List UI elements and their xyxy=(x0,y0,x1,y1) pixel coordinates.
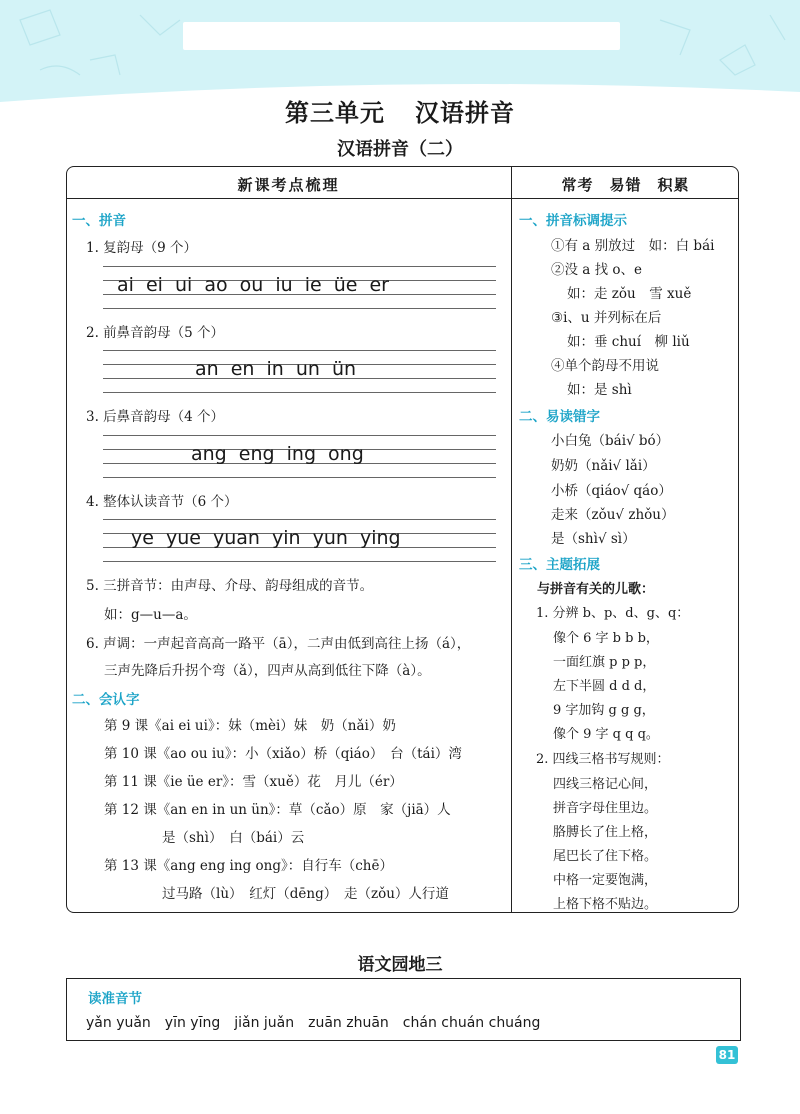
tone-tip: ③i、u 并列标在后 xyxy=(551,310,662,326)
rhyme-line: 拼音字母住里边。 xyxy=(553,801,658,816)
rhyme-line: 1. 分辨 b、p、d、g、q： xyxy=(536,606,690,621)
item-compound-finals: 1. 复韵母（9 个） xyxy=(86,240,198,256)
item-back-nasal: 3. 后鼻音韵母（4 个） xyxy=(86,409,225,425)
rhyme-line: 左下半圆 d d d， xyxy=(553,679,656,694)
item-tones-line2: 三声先降后升拐个弯（ǎ），四声从高到低往下降（à）。 xyxy=(104,663,431,679)
rhyme-line: 一面红旗 p p p， xyxy=(553,655,656,670)
tone-tip: ①有 a 别放过 如：白 bái xyxy=(551,238,715,254)
lesson-13: 第 13 课《ang eng ing ong》：自行车（chē） xyxy=(104,858,393,874)
unit-subject: 汉语拼音 xyxy=(415,99,515,127)
unit-title xyxy=(0,93,800,128)
misread-word: 是（shì√ sì） xyxy=(551,531,636,547)
section-title-theme: 三、主题拓展 xyxy=(519,557,600,573)
misread-word: 小白兔（bái√ bó） xyxy=(551,433,670,449)
section-title-pinyin: 一、拼音 xyxy=(72,213,126,229)
garden-title: 语文园地三 xyxy=(357,955,443,975)
lesson-12: 第 12 课《an en in un ün》：草（cǎo）原 家（jiā）人 xyxy=(104,802,451,818)
rhyme-line: 像个 6 字 b b b， xyxy=(553,631,659,646)
header-blank-box xyxy=(183,22,620,50)
lesson-10: 第 10 课《ao ou iu》：小（xiǎo）桥（qiáo） 台（tái）湾 xyxy=(104,746,462,762)
section-title-misread: 二、易读错字 xyxy=(519,409,600,425)
rhyme-line: 上格下格不贴边。 xyxy=(553,897,658,912)
pinyin-whole-syllables: ye yue yuan yin yun ying xyxy=(131,527,401,549)
rhyme-line: 像个 9 字 q q q。 xyxy=(553,727,659,742)
rhyme-line: 中格一定要饱满， xyxy=(553,873,658,888)
lesson-9: 第 9 课《ai ei ui》：妹（mèi）妹 奶（nǎi）奶 xyxy=(104,718,396,734)
garden-subtitle: 读准音节 xyxy=(88,991,142,1007)
item-whole-syllables: 4. 整体认读音节（6 个） xyxy=(86,494,238,510)
section-title-characters: 二、会认字 xyxy=(72,692,140,708)
item-front-nasal: 2. 前鼻音韵母（5 个） xyxy=(86,325,225,341)
item-three-part-syllable: 5. 三拼音节：由声母、介母、韵母组成的音节。 xyxy=(86,578,374,594)
pinyin-back-nasal: ang eng ing ong xyxy=(191,443,364,465)
pinyin-front-nasal: an en in un ün xyxy=(195,358,357,380)
rhyme-title: 与拼音有关的儿歌： xyxy=(537,582,655,597)
lesson-title: 汉语拼音（二） xyxy=(337,139,463,160)
misread-word: 奶奶（nǎi√ lǎi） xyxy=(551,458,656,474)
rhyme-line: 胳膊长了住上格， xyxy=(553,825,658,840)
lesson-13-cont: 过马路（lù） 红灯（dēng） 走（zǒu）人行道 xyxy=(162,886,449,902)
rhyme-line: 四线三格记心间， xyxy=(553,777,658,792)
left-column-heading: 新课考点梳理 xyxy=(237,176,340,194)
lesson-12-cont: 是（shì） 白（bái）云 xyxy=(162,830,305,846)
tone-tip-example: 如：走 zǒu 雪 xuě xyxy=(567,286,692,302)
tone-tip: ④单个韵母不用说 xyxy=(551,358,659,374)
rhyme-line: 9 字加钩 g g g， xyxy=(553,703,655,718)
header-divider xyxy=(66,198,739,199)
rhyme-line: 2. 四线三格书写规则： xyxy=(536,752,670,767)
lesson-11: 第 11 课《ie üe er》：雪（xuě）花 月儿（ér） xyxy=(104,774,403,790)
column-divider xyxy=(511,166,512,913)
tone-tip: ②没 a 找 o、e xyxy=(551,262,643,278)
item-tones-line1: 6. 声调：一声起音高高一路平（ā），二声由低到高往上扬（á）， xyxy=(86,636,471,652)
page-number: 81 xyxy=(716,1046,738,1064)
misread-word: 走来（zǒu√ zhǒu） xyxy=(551,507,675,523)
three-part-example: 如：g—u—a。 xyxy=(104,607,197,623)
garden-syllables: yǎn yuǎn yīn yīng jiǎn juǎn zuān zhuān chán chuán chuáng xyxy=(86,1015,541,1031)
rhyme-line: 尾巴长了住下格。 xyxy=(553,849,658,864)
section-title-tone-tips: 一、拼音标调提示 xyxy=(519,213,627,229)
tone-tip-example: 如：垂 chuí 柳 liǔ xyxy=(567,334,690,350)
right-column-heading: 常考 易错 积累 xyxy=(561,176,690,194)
misread-word: 小桥（qiáo√ qáo） xyxy=(551,483,672,499)
pinyin-compound-finals: ai ei ui ao ou iu ie üe er xyxy=(117,274,389,296)
tone-tip-example: 如：是 shì xyxy=(567,382,632,398)
unit-number: 第三单元 xyxy=(285,99,385,127)
